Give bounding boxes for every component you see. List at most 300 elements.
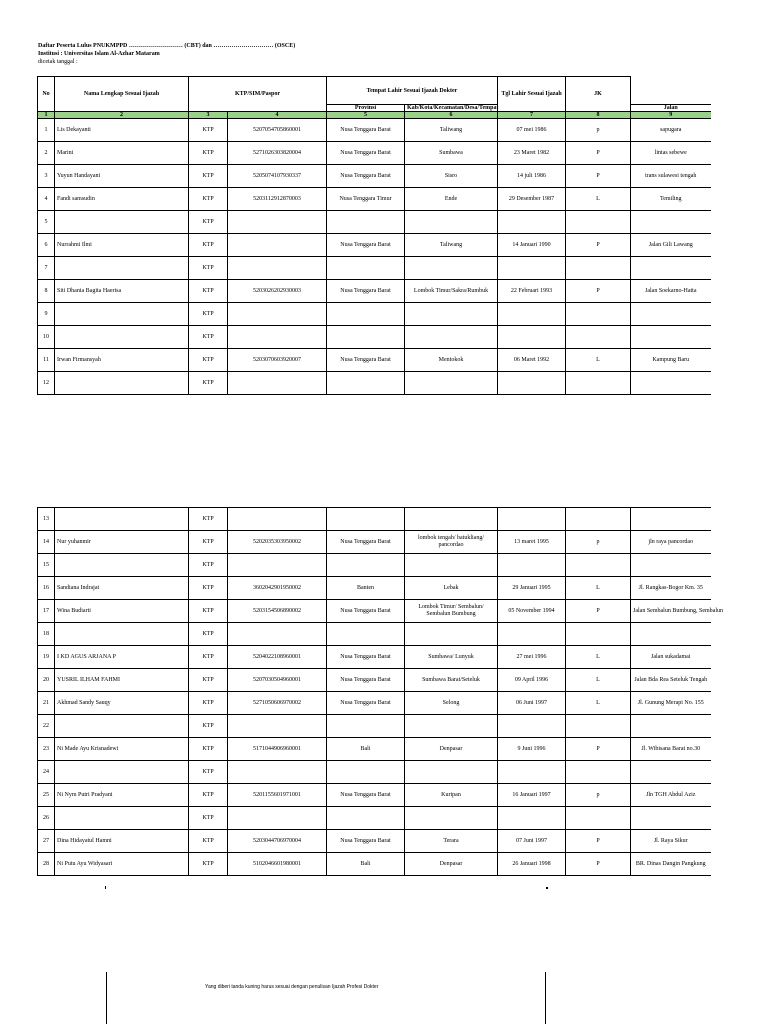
- row-jk: P: [566, 600, 631, 623]
- table-row: [38, 372, 711, 395]
- row-tgl-lahir: 23 Maret 1982: [498, 142, 566, 165]
- row-jk: [566, 807, 631, 830]
- row-tgl-lahir: 29 Desember 1987: [498, 188, 566, 211]
- row-nama: [55, 554, 189, 577]
- row-kota: [405, 807, 498, 830]
- row-tgl-lahir: [498, 508, 566, 531]
- row-jalan: [631, 623, 711, 646]
- row-number: 22: [38, 715, 55, 738]
- row-jk: L: [566, 669, 631, 692]
- row-provinsi: Nusa Tenggara Barat: [327, 280, 405, 303]
- col-num: 2: [55, 112, 189, 119]
- row-kota: [405, 554, 498, 577]
- row-number: 6: [38, 234, 55, 257]
- row-number: 21: [38, 692, 55, 715]
- row-id-type: KTP: [189, 280, 228, 303]
- row-id-type: KTP: [189, 577, 228, 600]
- row-provinsi: Nusa Tenggara Barat: [327, 531, 405, 554]
- row-kota: Denpasar: [405, 738, 498, 761]
- row-jalan: [631, 372, 711, 395]
- row-provinsi: Nusa Tenggara Barat: [327, 692, 405, 715]
- row-nama: Nur yuhanmir: [55, 531, 189, 554]
- row-nama: Ni Putu Ayu Widyasari: [55, 853, 189, 876]
- row-jalan: jln raya pancordao: [631, 531, 711, 554]
- table-row: [38, 784, 711, 807]
- row-kota: Ende: [405, 188, 498, 211]
- row-jk: [566, 211, 631, 234]
- row-tgl-lahir: [498, 211, 566, 234]
- row-jk: P: [566, 738, 631, 761]
- row-nama: Irwan Firmansyah: [55, 349, 189, 372]
- row-jalan: Jl. Wibisana Barat no.30: [631, 738, 711, 761]
- row-kota: Lombok Timur/ Sembalun/ Sembalun Bumbung: [405, 600, 498, 623]
- row-provinsi: Nusa Tenggara Barat: [327, 600, 405, 623]
- col-num: 7: [498, 112, 566, 119]
- col-jalan-header: Jalan: [631, 105, 711, 112]
- row-jalan: Jalan sukadamai: [631, 646, 711, 669]
- row-nama: Dina Hidayatul Hamni: [55, 830, 189, 853]
- row-id-type: KTP: [189, 142, 228, 165]
- row-id-type: KTP: [189, 372, 228, 395]
- participants-table-page2: [37, 507, 723, 876]
- row-nama: [55, 715, 189, 738]
- row-nama: Akhmad Sandy Sauqy: [55, 692, 189, 715]
- row-jalan: trans sulawesi tengah: [631, 165, 711, 188]
- row-number: 3: [38, 165, 55, 188]
- row-id-type: KTP: [189, 853, 228, 876]
- row-id-type: KTP: [189, 188, 228, 211]
- row-kota: lombok tengah/ batukliang/ pancordao: [405, 531, 498, 554]
- row-tgl-lahir: [498, 807, 566, 830]
- row-provinsi: Nusa Tenggara Barat: [327, 669, 405, 692]
- row-id-type: KTP: [189, 303, 228, 326]
- row-kota: [405, 623, 498, 646]
- row-tgl-lahir: 22 Februari 1993: [498, 280, 566, 303]
- table-row: [38, 508, 711, 531]
- row-jalan: sapugara: [631, 119, 711, 142]
- row-number: 20: [38, 669, 55, 692]
- row-jk: [566, 326, 631, 349]
- row-tgl-lahir: [498, 761, 566, 784]
- row-id-type: KTP: [189, 738, 228, 761]
- scan-mark: [105, 886, 106, 889]
- row-jk: p: [566, 531, 631, 554]
- row-provinsi: Nusa Tenggara Barat: [327, 784, 405, 807]
- row-id-number: [228, 715, 327, 738]
- row-provinsi: [327, 326, 405, 349]
- row-tgl-lahir: 06 Juni 1997: [498, 692, 566, 715]
- row-nama: [55, 807, 189, 830]
- col-tgl-header: Tgl Lahir Sesuai Ijazah: [498, 77, 566, 112]
- row-id-number: 5204022108960001: [228, 646, 327, 669]
- row-nama: Fandi samsudin: [55, 188, 189, 211]
- row-tgl-lahir: 9 Juni 1996: [498, 738, 566, 761]
- row-id-number: 5171044906960001: [228, 738, 327, 761]
- participants-table-page1: [37, 76, 711, 395]
- row-tgl-lahir: 14 juli 1986: [498, 165, 566, 188]
- row-number: 17: [38, 600, 55, 623]
- row-provinsi: Nusa Tenggara Barat: [327, 830, 405, 853]
- row-nama: Siti Dhania Bagita Haerisa: [55, 280, 189, 303]
- row-id-number: 5207054705860001: [228, 119, 327, 142]
- row-jalan: [631, 211, 711, 234]
- row-id-type: KTP: [189, 257, 228, 280]
- row-jk: L: [566, 349, 631, 372]
- row-jalan: lintas sebewe: [631, 142, 711, 165]
- row-number: 25: [38, 784, 55, 807]
- row-nama: Nurrahmi Ilmi: [55, 234, 189, 257]
- row-tgl-lahir: [498, 257, 566, 280]
- row-tgl-lahir: 13 maret 1995: [498, 531, 566, 554]
- row-tgl-lahir: [498, 372, 566, 395]
- table-row: [38, 738, 711, 761]
- row-number: 24: [38, 761, 55, 784]
- col-kota-header: Kab/Kota/Kecamatan/Desa/Tempat: [405, 105, 498, 112]
- col-num: 1: [38, 112, 55, 119]
- row-kota: [405, 303, 498, 326]
- table-row: [38, 165, 711, 188]
- row-kota: Sisro: [405, 165, 498, 188]
- row-jk: P: [566, 234, 631, 257]
- row-jk: [566, 715, 631, 738]
- row-provinsi: [327, 211, 405, 234]
- table-row: [38, 761, 711, 784]
- row-provinsi: [327, 807, 405, 830]
- row-tgl-lahir: 14 Januari 1990: [498, 234, 566, 257]
- row-kota: Sumbawa Barat/Seteluk: [405, 669, 498, 692]
- row-id-number: [228, 326, 327, 349]
- row-jk: [566, 761, 631, 784]
- table-row: [38, 326, 711, 349]
- row-jk: P: [566, 830, 631, 853]
- row-id-number: [228, 508, 327, 531]
- table-row: [38, 234, 711, 257]
- row-id-type: KTP: [189, 761, 228, 784]
- row-jk: P: [566, 280, 631, 303]
- row-jalan: [631, 303, 711, 326]
- row-kota: Sumbawa/ Lunyuk: [405, 646, 498, 669]
- row-jk: L: [566, 577, 631, 600]
- row-nama: [55, 623, 189, 646]
- row-number: 28: [38, 853, 55, 876]
- row-jalan: [631, 326, 711, 349]
- row-id-number: 5201155601971001: [228, 784, 327, 807]
- row-jalan: [631, 508, 711, 531]
- row-nama: [55, 211, 189, 234]
- scan-mark: [546, 887, 548, 889]
- row-id-type: KTP: [189, 692, 228, 715]
- row-provinsi: Bali: [327, 853, 405, 876]
- row-tgl-lahir: [498, 623, 566, 646]
- col-tempat-header: Tempat Lahir Sesuai Ijazah Dokter: [327, 77, 498, 105]
- row-nama: Lis Dekayanti: [55, 119, 189, 142]
- row-provinsi: Nusa Tenggara Barat: [327, 349, 405, 372]
- row-id-type: KTP: [189, 508, 228, 531]
- row-jk: [566, 623, 631, 646]
- row-jk: L: [566, 646, 631, 669]
- row-nama: Wina Budiarti: [55, 600, 189, 623]
- row-tgl-lahir: 06 Maret 1992: [498, 349, 566, 372]
- row-provinsi: [327, 303, 405, 326]
- row-id-type: KTP: [189, 531, 228, 554]
- row-tgl-lahir: 27 mei 1996: [498, 646, 566, 669]
- row-tgl-lahir: 07 Juni 1997: [498, 830, 566, 853]
- row-jalan: Jalan Gili Lawang: [631, 234, 711, 257]
- row-id-type: KTP: [189, 234, 228, 257]
- row-id-number: [228, 257, 327, 280]
- row-kota: [405, 211, 498, 234]
- row-tgl-lahir: 05 November 1994: [498, 600, 566, 623]
- row-jalan: [631, 807, 711, 830]
- row-kota: Mentokok: [405, 349, 498, 372]
- row-nama: [55, 303, 189, 326]
- row-nama: I KD AGUS ARJANA P: [55, 646, 189, 669]
- row-kota: Lombok Timur/Sakra/Rumbuk: [405, 280, 498, 303]
- row-id-number: [228, 372, 327, 395]
- row-jk: P: [566, 853, 631, 876]
- row-number: 15: [38, 554, 55, 577]
- row-id-type: KTP: [189, 784, 228, 807]
- row-kota: [405, 508, 498, 531]
- row-jalan: Jl. Rangkas-Bogor Km. 35: [631, 577, 711, 600]
- table-row: [38, 280, 711, 303]
- table-row: [38, 669, 711, 692]
- row-jk: P: [566, 142, 631, 165]
- row-nama: YUSRIL ILHAM FAHMI: [55, 669, 189, 692]
- row-number: 14: [38, 531, 55, 554]
- row-number: 26: [38, 807, 55, 830]
- row-id-number: [228, 211, 327, 234]
- row-jalan: [631, 554, 711, 577]
- row-provinsi: Banten: [327, 577, 405, 600]
- row-nama: [55, 508, 189, 531]
- row-jk: p: [566, 784, 631, 807]
- row-number: 4: [38, 188, 55, 211]
- row-tgl-lahir: [498, 715, 566, 738]
- column-number-band: [38, 112, 711, 119]
- row-jalan: Temiling: [631, 188, 711, 211]
- row-kota: Denpasar: [405, 853, 498, 876]
- table-row: [38, 257, 711, 280]
- row-provinsi: Nusa Tenggara Barat: [327, 646, 405, 669]
- row-kota: [405, 257, 498, 280]
- table-row: [38, 303, 711, 326]
- row-jk: [566, 508, 631, 531]
- row-jk: [566, 372, 631, 395]
- row-number: 1: [38, 119, 55, 142]
- row-jalan: [631, 761, 711, 784]
- row-jk: p: [566, 119, 631, 142]
- col-nama-header: Nama Lengkap Sesuai Ijazah: [55, 77, 189, 112]
- row-number: 7: [38, 257, 55, 280]
- row-nama: [55, 761, 189, 784]
- row-jalan: Jalan Bda Rea Seteluk Tengah: [631, 669, 711, 692]
- row-id-type: KTP: [189, 623, 228, 646]
- row-provinsi: [327, 715, 405, 738]
- row-id-number: 5205074107930337: [228, 165, 327, 188]
- row-kota: Terara: [405, 830, 498, 853]
- table-row: [38, 211, 711, 234]
- row-number: 16: [38, 577, 55, 600]
- col-num: 5: [327, 112, 405, 119]
- row-number: 5: [38, 211, 55, 234]
- footnote: Yang diberi tanda kuning harus sesuai dengan penulisan Ijazah Profesi Dokter: [205, 984, 379, 990]
- row-jalan: [631, 257, 711, 280]
- row-tgl-lahir: 16 Januari 1997: [498, 784, 566, 807]
- row-id-number: 5202035303950002: [228, 531, 327, 554]
- row-provinsi: [327, 761, 405, 784]
- row-jalan: Kampung Baru: [631, 349, 711, 372]
- row-kota: [405, 715, 498, 738]
- row-id-type: KTP: [189, 165, 228, 188]
- row-number: 11: [38, 349, 55, 372]
- row-id-number: 5203112912870003: [228, 188, 327, 211]
- row-number: 18: [38, 623, 55, 646]
- row-provinsi: Nusa Tenggara Barat: [327, 165, 405, 188]
- row-id-number: 5271026303820004: [228, 142, 327, 165]
- row-nama: Ni Made Ayu Krisnadewi: [55, 738, 189, 761]
- table-row: [38, 119, 711, 142]
- row-id-number: 3602042901950002: [228, 577, 327, 600]
- row-tgl-lahir: [498, 326, 566, 349]
- col-num: 8: [566, 112, 631, 119]
- row-id-number: 5102046601980001: [228, 853, 327, 876]
- row-jk: P: [566, 165, 631, 188]
- row-provinsi: [327, 257, 405, 280]
- row-kota: Lebak: [405, 577, 498, 600]
- table-row: [38, 853, 711, 876]
- row-kota: [405, 761, 498, 784]
- row-id-type: KTP: [189, 326, 228, 349]
- institution-line: Institusi : Universitas Islam Al-Azhar Mataram: [38, 51, 160, 57]
- row-id-type: KTP: [189, 646, 228, 669]
- table-row: [38, 692, 711, 715]
- row-number: 10: [38, 326, 55, 349]
- row-jalan: Jalan Sembalun Bumbung, Sembalun: [631, 600, 711, 623]
- row-provinsi: [327, 554, 405, 577]
- row-tgl-lahir: [498, 303, 566, 326]
- col-alamat-blank-header: [631, 77, 711, 105]
- row-number: 27: [38, 830, 55, 853]
- row-provinsi: [327, 508, 405, 531]
- row-jalan: Jl. Raya Sikur: [631, 830, 711, 853]
- row-id-type: KTP: [189, 807, 228, 830]
- row-number: 8: [38, 280, 55, 303]
- row-jalan: BR. Dinas Dangin Pangkung: [631, 853, 711, 876]
- row-id-number: [228, 554, 327, 577]
- row-jk: [566, 303, 631, 326]
- row-jalan: Jalan Soekarno-Hatta: [631, 280, 711, 303]
- row-number: 13: [38, 508, 55, 531]
- col-provinsi-header: Provinsi: [327, 105, 405, 112]
- row-id-number: [228, 807, 327, 830]
- row-number: 12: [38, 372, 55, 395]
- row-number: 19: [38, 646, 55, 669]
- table-row: [38, 600, 711, 623]
- row-id-number: 5203044706970004: [228, 830, 327, 853]
- row-kota: Sumbawa: [405, 142, 498, 165]
- table-row: [38, 830, 711, 853]
- row-jk: [566, 257, 631, 280]
- table-row: [38, 715, 711, 738]
- row-nama: Ni Nym Putri Pradyani: [55, 784, 189, 807]
- col-no-header: No: [38, 77, 55, 112]
- row-nama: Marini: [55, 142, 189, 165]
- row-tgl-lahir: [498, 554, 566, 577]
- row-tgl-lahir: 07 mei 1986: [498, 119, 566, 142]
- table-row: [38, 531, 711, 554]
- row-number: 2: [38, 142, 55, 165]
- row-nama: [55, 372, 189, 395]
- row-id-number: 5203070603920007: [228, 349, 327, 372]
- row-jalan: Jl. Gunung Merapi No. 155: [631, 692, 711, 715]
- row-id-type: KTP: [189, 211, 228, 234]
- row-id-number: 5271050606970002: [228, 692, 327, 715]
- row-jalan: [631, 715, 711, 738]
- col-num: 6: [405, 112, 498, 119]
- table-row: [38, 188, 711, 211]
- row-provinsi: [327, 623, 405, 646]
- page-fold-line-right: [545, 972, 546, 1024]
- row-kota: Taliwang: [405, 234, 498, 257]
- row-id-number: [228, 623, 327, 646]
- page-fold-line-left: [106, 972, 107, 1024]
- row-kota: Selong: [405, 692, 498, 715]
- document-title: Daftar Peserta Lulus PNUKMPPD ……………………… (CBT) dan ………………………… (OSCE): [38, 43, 296, 49]
- row-id-number: 5203154506890002: [228, 600, 327, 623]
- row-nama: [55, 326, 189, 349]
- print-date-line: dicetak tanggal :: [38, 59, 78, 65]
- row-id-type: KTP: [189, 669, 228, 692]
- row-jk: [566, 554, 631, 577]
- row-id-type: KTP: [189, 830, 228, 853]
- row-tgl-lahir: 26 Januari 1998: [498, 853, 566, 876]
- row-provinsi: [327, 372, 405, 395]
- row-id-number: [228, 761, 327, 784]
- row-provinsi: Nusa Tenggara Barat: [327, 119, 405, 142]
- row-nama: Yuyun Handayani: [55, 165, 189, 188]
- row-tgl-lahir: 09 April 1996: [498, 669, 566, 692]
- row-id-number: 5203026202930003: [228, 280, 327, 303]
- col-num: 9: [631, 112, 711, 119]
- row-id-number: [228, 234, 327, 257]
- row-kota: [405, 326, 498, 349]
- table-row: [38, 807, 711, 830]
- table-row: [38, 554, 711, 577]
- row-id-type: KTP: [189, 600, 228, 623]
- row-id-type: KTP: [189, 119, 228, 142]
- col-num: 3: [189, 112, 228, 119]
- row-id-number: [228, 303, 327, 326]
- row-nama: [55, 257, 189, 280]
- row-provinsi: Nusa Tenggara Barat: [327, 142, 405, 165]
- row-id-type: KTP: [189, 715, 228, 738]
- row-kota: Kuripan: [405, 784, 498, 807]
- col-num: 4: [228, 112, 327, 119]
- row-kota: [405, 372, 498, 395]
- row-number: 9: [38, 303, 55, 326]
- row-jk: L: [566, 692, 631, 715]
- table-row: [38, 646, 711, 669]
- row-jk: L: [566, 188, 631, 211]
- table-row: [38, 577, 711, 600]
- row-number: 23: [38, 738, 55, 761]
- row-jalan: Jln TGH Abdul Aziz: [631, 784, 711, 807]
- row-nama: Sandiana Indrajat: [55, 577, 189, 600]
- col-ktp-header: KTP/SIM/Paspor: [189, 77, 327, 112]
- row-id-type: KTP: [189, 349, 228, 372]
- table-row: [38, 349, 711, 372]
